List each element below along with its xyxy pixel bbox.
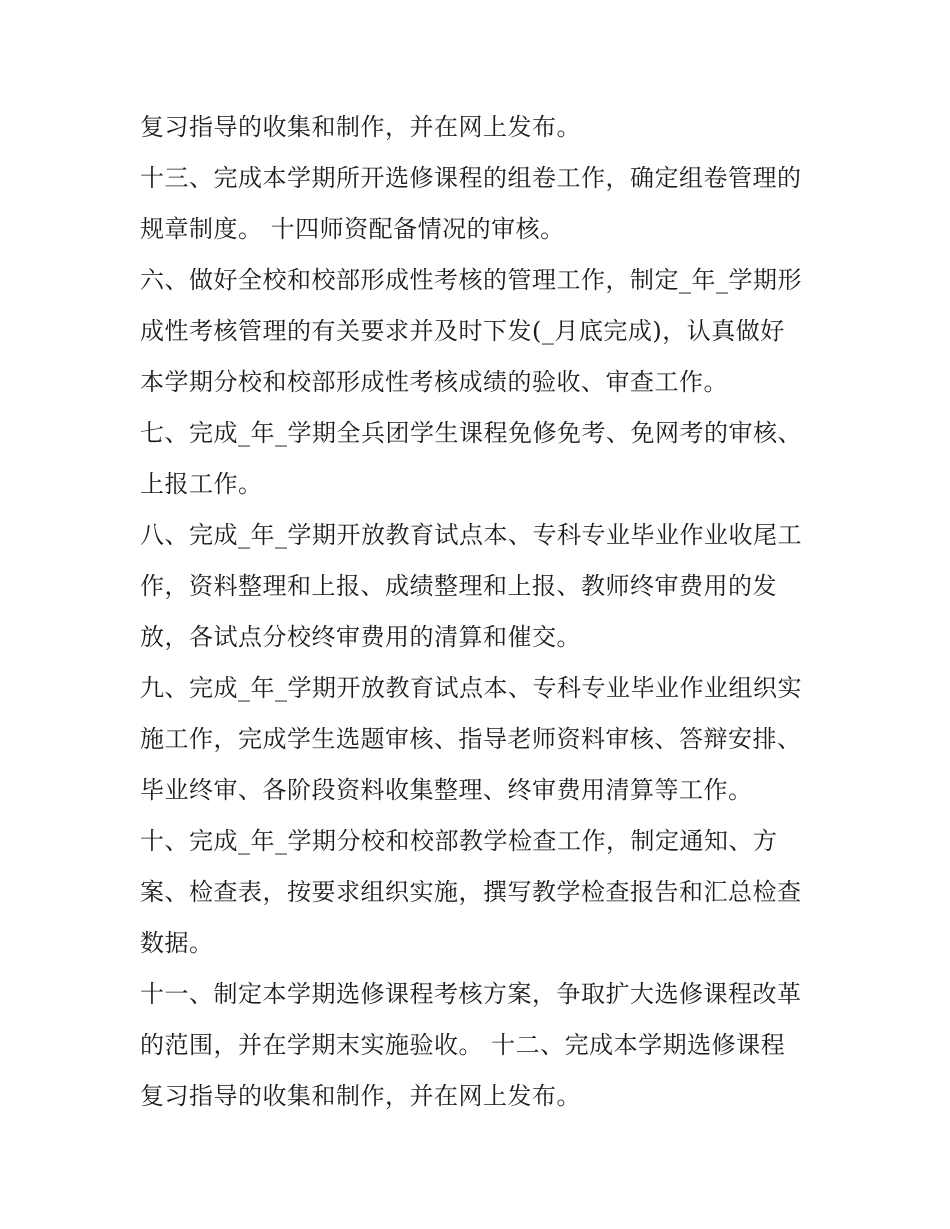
text-line: 毕业终审、各阶段资料收集整理、终审费用清算等工作。 (140, 776, 753, 804)
text-line: 作，资料整理和上报、成绩整理和上报、教师终审费用的发 (140, 572, 777, 600)
text-line: 数据。 (140, 929, 214, 957)
text-line: 七、完成_年_学期全兵团学生课程免修免考、免网考的审核、 (140, 419, 802, 447)
text-line: 放，各试点分校终审费用的清算和催交。 (140, 623, 581, 651)
text-line: 上报工作。 (140, 470, 263, 498)
text-line: 六、做好全校和校部形成性考核的管理工作，制定_年_学期形 (140, 266, 802, 294)
text-line: 八、完成_年_学期开放教育试点本、专科专业毕业作业收尾工 (140, 521, 802, 549)
text-line: 复习指导的收集和制作，并在网上发布。 (140, 1082, 581, 1110)
text-line: 施工作，完成学生选题审核、指导老师资料审核、答辩安排、 (140, 725, 802, 753)
text-line: 的范围，并在学期末实施验收。 十二、完成本学期选修课程 (140, 1031, 786, 1059)
text-line: 案、检查表，按要求组织实施，撰写教学检查报告和汇总检查 (140, 878, 802, 906)
text-line: 成性考核管理的有关要求并及时下发(_月底完成)，认真做好 (140, 317, 785, 345)
text-line: 十一、制定本学期选修课程考核方案，争取扩大选修课程改革 (140, 980, 802, 1008)
text-line: 本学期分校和校部形成性考核成绩的验收、审查工作。 (140, 368, 728, 396)
text-line: 十、完成_年_学期分校和校部教学检查工作，制定通知、方 (140, 827, 778, 855)
text-line: 复习指导的收集和制作，并在网上发布。 (140, 113, 581, 141)
text-line: 九、完成_年_学期开放教育试点本、专科专业毕业作业组织实 (140, 674, 802, 702)
text-line: 规章制度。 十四师资配备情况的审核。 (140, 215, 565, 243)
text-line: 十三、完成本学期所开选修课程的组卷工作，确定组卷管理的 (140, 164, 802, 192)
